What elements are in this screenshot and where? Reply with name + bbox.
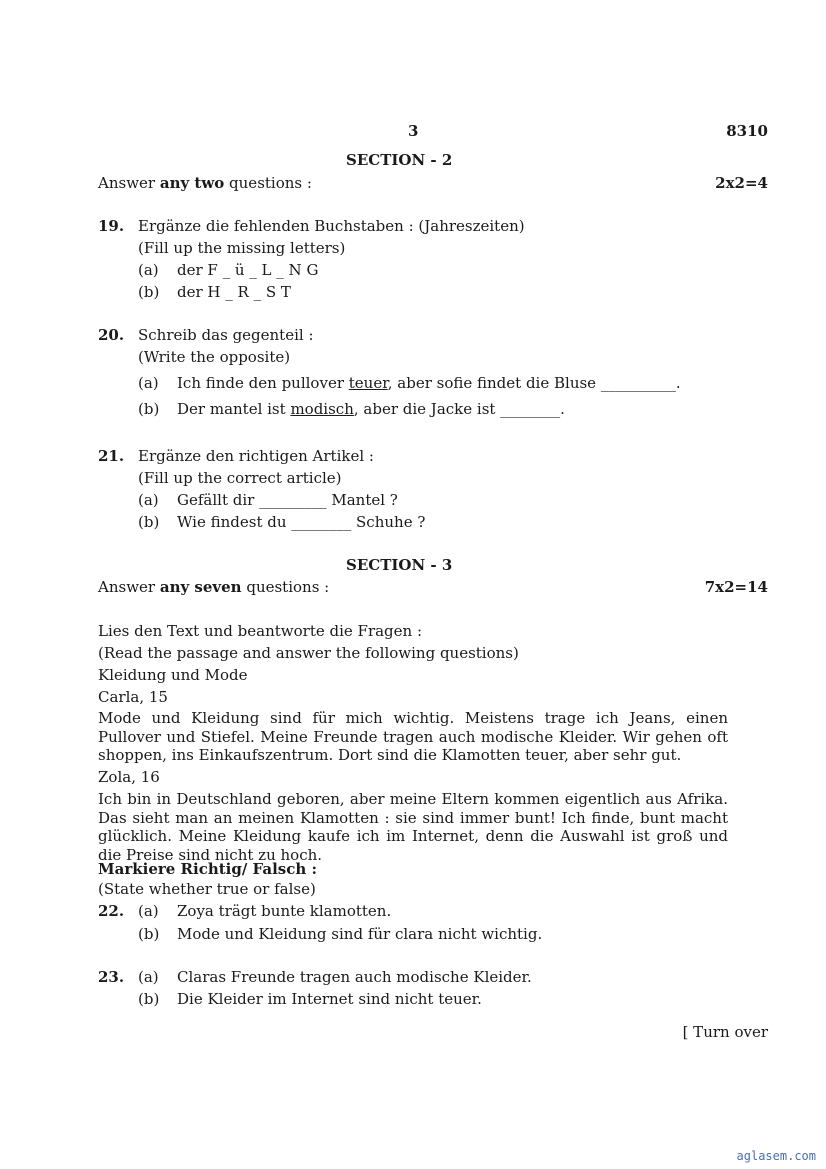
paper-code: 8310 [726, 122, 768, 140]
q21-text: Ergänze den richtigen Artikel : [138, 447, 374, 465]
speaker-zola: Zola, 16 [98, 768, 160, 786]
q20-a-underlined-word: teuer [348, 374, 388, 392]
section-3-title: SECTION - 3 [346, 556, 453, 574]
q19-text: Ergänze die fehlenden Buchstaben : (Jahreszeiten) [138, 217, 525, 235]
passage-paragraph-zola: Ich bin in Deutschland geboren, aber meine Eltern kommen eigentlich aus Afrika. Das sieht man an meinen Klamotten : sie sind immer bunt! Ich finde, bunt macht glücklich. Meine Kleidung kaufe ich im Internet, denn die Auswahl ist groß und die Preise sind nicht zu hoch. [98, 790, 728, 864]
q23-b-text: Die Kleider im Internet sind nicht teuer. [177, 990, 482, 1008]
watermark[interactable]: aglasem.com [736, 1149, 816, 1163]
q20-text: Schreib das gegenteil : [138, 326, 314, 344]
q22-b-label: (b) [138, 925, 160, 943]
q21-a-text: Gefällt dir _________ Mantel ? [177, 491, 398, 509]
speaker-carla: Carla, 15 [98, 688, 168, 706]
q21-b-text: Wie findest du ________ Schuhe ? [177, 513, 426, 531]
turn-over-note: [ Turn over [682, 1023, 768, 1041]
q19-a-label: (a) [138, 261, 159, 279]
q20-number: 20. [98, 326, 125, 344]
q20-a-label: (a) [138, 374, 159, 392]
q20-translation: (Write the opposite) [138, 348, 291, 366]
q23-number: 23. [98, 968, 125, 986]
section-2-marks: 2x2=4 [715, 174, 768, 192]
section-2-title: SECTION - 2 [346, 151, 453, 169]
q22-number: 22. [98, 902, 125, 920]
q21-translation: (Fill up the correct article) [138, 469, 342, 487]
task-translation: (State whether true or false) [98, 880, 316, 898]
section-3-marks: 7x2=14 [704, 578, 768, 596]
q23-a-text: Claras Freunde tragen auch modische Kleider. [177, 968, 532, 986]
q23-a-label: (a) [138, 968, 159, 986]
q19-b-text: der H _ R _ S T [177, 283, 291, 301]
q19-translation: (Fill up the missing letters) [138, 239, 346, 257]
passage-paragraph-carla: Mode und Kleidung sind für mich wichtig. Meistens trage ich Jeans, einen Pullover und Stiefel. Meine Freunde tragen auch modische Kleider. Wir gehen oft shoppen, ins Einkaufszentrum. Dort sind die Klamotten teuer, aber sehr gut. [98, 709, 728, 764]
page-number: 3 [408, 122, 419, 140]
q22-a-label: (a) [138, 902, 159, 920]
q22-b-text: Mode und Kleidung sind für clara nicht wichtig. [177, 925, 543, 943]
task-title: Markiere Richtig/ Falsch : [98, 860, 318, 878]
q19-b-label: (b) [138, 283, 160, 301]
q21-number: 21. [98, 447, 125, 465]
q20-a-text: Ich finde den pullover teuer, aber sofie findet die Bluse __________. [177, 374, 681, 392]
q21-a-label: (a) [138, 491, 159, 509]
q22-a-text: Zoya trägt bunte klamotten. [177, 902, 392, 920]
q20-b-label: (b) [138, 400, 160, 418]
q23-b-label: (b) [138, 990, 160, 1008]
passage-title: Kleidung und Mode [98, 666, 248, 684]
section-3-instruction: Answer any seven questions : [98, 578, 330, 596]
passage-intro: Lies den Text und beantworte die Fragen : [98, 622, 423, 640]
section-2-instruction: Answer any two questions : [98, 174, 312, 192]
q20-b-text: Der mantel ist modisch, aber die Jacke ist ________. [177, 400, 565, 418]
q19-a-text: der F _ ü _ L _ N G [177, 261, 319, 279]
passage-intro-translation: (Read the passage and answer the following questions) [98, 644, 519, 662]
q20-b-underlined-word: modisch [290, 400, 354, 418]
q21-b-label: (b) [138, 513, 160, 531]
q19-number: 19. [98, 217, 125, 235]
